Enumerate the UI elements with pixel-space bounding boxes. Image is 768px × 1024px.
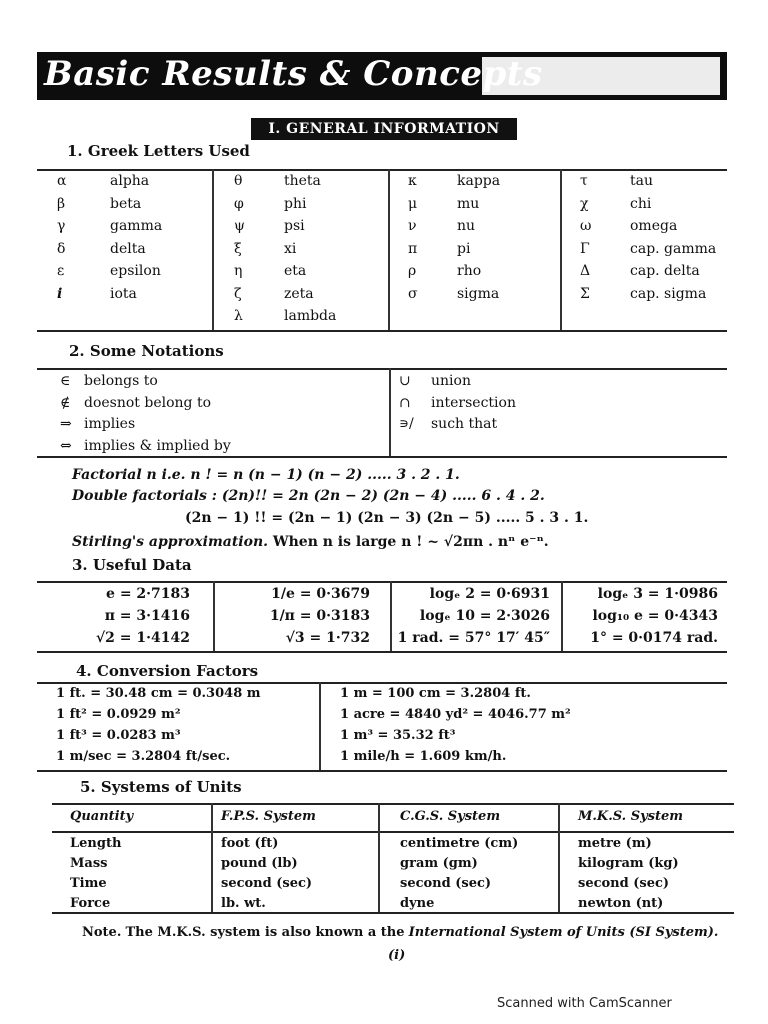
units-cell: second (sec) [400,876,492,891]
useful-value: 1° = 0·0174 rad. [590,630,718,646]
greek-symbol: η [234,263,243,279]
units-cell: Mass [70,856,108,871]
notation-text: doesnot belong to [84,394,212,411]
note-italic: International System of Units (SI System). [408,925,719,940]
notation-symbol: ∉ [60,394,71,411]
greek-name: rho [457,263,482,279]
greek-name: gamma [110,218,163,234]
units-cell: lb. wt. [221,896,266,911]
useful-value: √2 = 1·4142 [95,630,190,646]
useful-value: 1 rad. = 57° 17′ 45″ [397,630,550,646]
notation-symbol: ⇔ [60,437,72,454]
useful-value: logₑ 10 = 2·3026 [419,608,550,624]
units-cell: Time [70,876,107,891]
units-divider-1 [211,803,213,912]
greek-symbol: ζ [234,285,242,302]
greek-name: nu [457,218,476,234]
page-number: (i) [388,948,406,963]
greek-symbol: φ [234,195,244,212]
notation-symbol: ∍/ [399,416,414,432]
note-line [82,925,718,940]
conversion-item: 1 acre = 4840 yd² = 4046.77 m² [340,707,571,722]
notation-text: implies & implied by [84,437,231,454]
greek-name: pi [457,240,471,257]
stirling-line [72,534,549,550]
useful-value: log₁₀ e = 0·4343 [592,608,718,624]
greek-symbol: i [57,285,63,302]
notations-heading: 2. Some Notations [69,342,224,360]
greek-name: theta [284,173,321,189]
greek-symbol: ρ [408,263,417,279]
units-cell: gram (gm) [400,856,478,871]
useful-divider-1 [213,581,215,651]
notation-text: belongs to [84,373,158,389]
conversion-item: 1 m/sec = 3.2804 ft/sec. [56,749,231,764]
units-cell: foot (ft) [221,836,279,851]
greek-symbol: Σ [580,285,590,302]
note-label: Note. [82,925,122,940]
greek-name: epsilon [110,263,161,279]
notation-text: implies [84,416,136,432]
greek-name: lambda [284,308,337,324]
greek-symbol: σ [408,285,418,302]
greek-name: omega [630,218,678,234]
note-text: The M.K.S. system is also known a the [125,925,405,940]
greek-symbol: τ [580,173,588,189]
units-cell: Length [70,836,122,851]
useful-value: 1/e = 0·3679 [271,586,370,602]
conversion-divider [319,682,321,770]
units-cell: newton (nt) [578,896,664,911]
useful-top-rule [37,581,727,583]
greek-symbol: α [57,173,67,189]
notation-text: intersection [431,394,516,411]
units-cell: pound (lb) [221,856,298,871]
units-divider-2 [378,803,380,912]
useful-divider-2 [390,581,392,651]
double-factorial-formula: Double factorials : (2n)!! = 2n (2n − 2) (2n − 4) ..... 6 . 4 . 2. [72,488,545,504]
conversion-item: 1 ft. = 30.48 cm = 0.3048 m [56,686,261,701]
greek-name: delta [110,240,146,257]
greek-symbol: Δ [580,263,591,279]
units-header-rule [52,831,734,833]
units-cell: metre (m) [578,836,652,851]
greek-symbol: ω [580,218,592,234]
double-factorial-odd-formula: (2n − 1) !! = (2n − 1) (2n − 3) (2n − 5) ..... 5 . 3 . 1. [185,510,589,526]
greek-name: kappa [457,173,501,189]
units-header: Quantity [70,809,134,824]
conversion-item: 1 ft² = 0.0929 m² [56,707,181,722]
stirling-label: Stirling's approximation. [72,534,269,550]
units-cell: kilogram (kg) [578,856,679,871]
greek-symbol: δ [57,240,66,257]
greek-symbol: Γ [580,240,590,257]
useful-heading: 3. Useful Data [72,556,192,574]
useful-value: 1/π = 0·3183 [269,608,370,624]
notations-bottom-rule [37,456,727,458]
notation-symbol: ∪ [399,373,411,389]
stirling-text: When n is large n ! ~ √2πn . nⁿ e⁻ⁿ. [272,534,549,550]
greek-symbol: π [408,240,418,257]
units-heading: 5. Systems of Units [80,778,242,796]
conversion-heading: 4. Conversion Factors [76,662,259,680]
greek-top-rule [37,169,727,171]
greek-name: psi [284,218,305,234]
page-title: Basic Results & Concepts [44,54,543,94]
greek-name: cap. delta [630,263,700,279]
notations-top-rule [37,368,727,370]
greek-name: alpha [110,173,150,189]
greek-symbol: ν [408,218,417,234]
scanner-watermark: Scanned with CamScanner [497,996,672,1011]
greek-symbol: ξ [234,240,242,257]
notation-text: union [431,373,471,389]
greek-name: sigma [457,285,500,302]
greek-name: cap. gamma [630,240,717,257]
greek-bottom-rule [37,330,727,332]
greek-symbol: ψ [234,218,245,234]
units-cell: second (sec) [221,876,313,891]
greek-divider-2 [388,169,390,330]
units-top-rule [52,803,734,805]
greek-heading: 1. Greek Letters Used [67,142,250,160]
greek-divider-1 [212,169,214,330]
units-bottom-rule [52,912,734,914]
greek-symbol: χ [580,195,589,212]
notation-symbol: ∩ [399,394,411,411]
useful-value: π = 3·1416 [104,608,190,624]
units-divider-3 [558,803,560,912]
notation-symbol: ⇒ [60,416,72,432]
section-header: I. GENERAL INFORMATION [251,118,517,140]
units-cell: second (sec) [578,876,670,891]
greek-symbol: θ [234,173,243,189]
greek-name: chi [630,195,652,212]
useful-bottom-rule [37,651,727,653]
conversion-top-rule [37,682,727,684]
greek-divider-3 [560,169,562,330]
units-header: C.G.S. System [400,809,501,824]
greek-name: zeta [284,285,314,302]
units-header: M.K.S. System [578,809,684,824]
factorial-formula: Factorial n i.e. n ! = n (n − 1) (n − 2) ..... 3 . 2 . 1. [72,467,460,483]
greek-name: cap. sigma [630,285,707,302]
greek-symbol: γ [57,218,66,234]
greek-name: phi [284,195,307,212]
greek-name: eta [284,263,307,279]
notation-symbol: ∈ [60,373,71,389]
greek-symbol: μ [408,195,418,212]
conversion-item: 1 m³ = 35.32 ft³ [340,728,456,743]
greek-name: beta [110,195,142,212]
greek-symbol: κ [408,173,417,189]
useful-value: logₑ 3 = 1·0986 [597,586,718,602]
notations-divider [389,368,391,456]
greek-name: mu [457,195,480,212]
conversion-item: 1 m = 100 cm = 3.2804 ft. [340,686,531,701]
conversion-bottom-rule [37,770,727,772]
useful-value: logₑ 2 = 0·6931 [429,586,550,602]
greek-symbol: β [57,195,66,212]
notation-text: such that [431,416,498,432]
greek-symbol: ε [57,263,65,279]
greek-name: iota [110,285,137,302]
greek-symbol: λ [234,308,243,324]
greek-name: tau [630,173,653,189]
useful-value: e = 2·7183 [106,586,190,602]
units-cell: dyne [400,896,435,911]
useful-value: √3 = 1·732 [285,630,370,646]
units-cell: centimetre (cm) [400,836,519,851]
units-header: F.P.S. System [221,809,316,824]
greek-name: xi [284,240,297,257]
useful-divider-3 [561,581,563,651]
units-cell: Force [70,896,111,911]
conversion-item: 1 ft³ = 0.0283 m³ [56,728,181,743]
conversion-item: 1 mile/h = 1.609 km/h. [340,749,507,764]
